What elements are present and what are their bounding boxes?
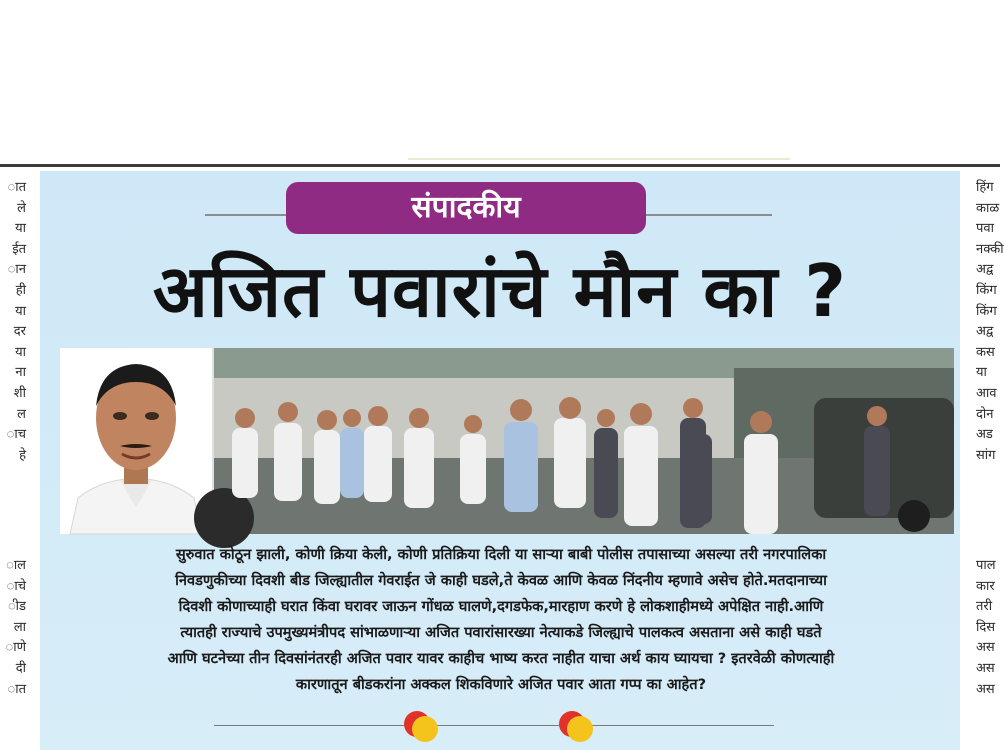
right-fragment: किंग bbox=[976, 282, 997, 298]
left-fragment: हे bbox=[19, 447, 26, 463]
page-top-margin bbox=[0, 0, 1000, 160]
left-fragment: ाच bbox=[6, 427, 26, 443]
right-fragment: अड bbox=[976, 427, 993, 443]
body-line: सुरुवात कोठून झाली, कोणी क्रिया केली, कोणी प्रतिक्रिया दिली या साऱ्या बाबी पोलीस तपासाच्या असल्या तरी नगरपालिका bbox=[175, 546, 827, 563]
left-fragment: ान bbox=[7, 262, 26, 278]
crowd-illustration bbox=[214, 348, 954, 534]
right-fragment: अद्व bbox=[976, 324, 994, 340]
left-fragment: ात bbox=[7, 180, 26, 195]
badge-rule-left bbox=[205, 214, 293, 216]
right-fragment: दोन bbox=[976, 406, 994, 422]
right-fragment: हिंग bbox=[976, 180, 994, 195]
editorial-body bbox=[56, 542, 946, 698]
left-fragment: ाल bbox=[6, 558, 26, 573]
left-fragment: ना bbox=[15, 365, 26, 381]
body-line: दिवशी कोणाच्याही घरात किंवा घरावर जाऊन गोंधळ घालणे,दगडफेक,मारहाण करणे हे लोकशाहीमध्ये अपेक्षित नाही.आणि bbox=[178, 598, 824, 615]
yellow-dot-ornament bbox=[412, 716, 438, 742]
badge-rule-right bbox=[642, 214, 772, 216]
yellow-dot-ornament bbox=[567, 716, 593, 742]
left-fragment: ही bbox=[15, 282, 26, 298]
body-line: निवडणुकीच्या दिवशी बीड जिल्ह्यातील गेवराईत जे काही घडले,ते केवळ आणि केवळ निंदनीय म्हणावे असेच होते.मतदानाच्या bbox=[175, 572, 827, 589]
left-fragment: या bbox=[15, 221, 26, 237]
faint-divider bbox=[408, 158, 790, 160]
body-line: कारणातून बीडकरांना अक्कल शिकविणारे अजित पवार आता गप्प का आहेत? bbox=[295, 676, 707, 693]
left-fragment: ाचे bbox=[6, 578, 26, 594]
right-fragment: नक्की bbox=[976, 241, 1004, 257]
crowd-photo bbox=[214, 348, 954, 534]
right-fragment: पवा bbox=[976, 221, 994, 237]
left-fragment: ईत bbox=[12, 241, 26, 257]
left-fragment: ीड bbox=[7, 599, 26, 615]
right-fragment: कार bbox=[976, 578, 995, 594]
right-fragment: किंग bbox=[976, 303, 997, 319]
right-fragment: दिस bbox=[976, 619, 996, 635]
right-fragment: या bbox=[976, 365, 987, 381]
right-fragment: आव bbox=[976, 385, 997, 401]
body-line: आणि घटनेच्या तीन दिवसांनंतरही अजित पवार यावर काहीच भाष्य करत नाहीत याचा अर्थ काय घ्यायचा ? इतरवेळी कोणत्याही bbox=[167, 650, 835, 667]
body-line: त्यातही राज्याचे उपमुख्यमंत्रीपद सांभाळणाऱ्या अजित पवारांसारख्या नेत्याकडे जिल्ह्याचे पालकत्व असताना असे काही घडते bbox=[180, 624, 822, 641]
headline: अजित पवारांचे मौन का ? bbox=[152, 249, 848, 333]
right-fragment: पाल bbox=[976, 558, 996, 573]
right-fragment: तरी bbox=[976, 599, 993, 615]
left-fragment: ाणे bbox=[5, 640, 26, 656]
left-fragment: ला bbox=[13, 619, 26, 635]
left-fragment: या bbox=[15, 303, 26, 319]
left-fragment: शी bbox=[13, 385, 26, 401]
right-fragment: अस bbox=[976, 640, 995, 656]
portrait-illustration bbox=[60, 348, 212, 534]
right-column-text-lower bbox=[976, 556, 1000, 700]
page-rule bbox=[0, 164, 1000, 167]
left-fragment: दर bbox=[13, 324, 26, 340]
right-fragment: कस bbox=[976, 344, 995, 360]
section-badge: संपादकीय bbox=[286, 182, 646, 234]
right-column-text bbox=[976, 178, 1004, 466]
left-fragment: दी bbox=[15, 660, 26, 676]
left-column-text bbox=[0, 178, 26, 466]
left-fragment: ले bbox=[17, 200, 26, 216]
footer-rule bbox=[214, 725, 774, 726]
left-column-text-lower bbox=[0, 556, 26, 700]
right-fragment: अस bbox=[976, 660, 995, 676]
photo-strip bbox=[40, 348, 954, 534]
portrait-photo bbox=[60, 348, 214, 534]
right-fragment: काळ bbox=[976, 200, 1000, 216]
left-fragment: ात bbox=[7, 681, 26, 697]
right-fragment: अस bbox=[976, 681, 995, 697]
right-fragment: अद्व bbox=[976, 262, 994, 278]
left-fragment: ल bbox=[17, 406, 26, 422]
right-fragment: सांग bbox=[976, 447, 996, 463]
left-fragment: या bbox=[15, 344, 26, 360]
